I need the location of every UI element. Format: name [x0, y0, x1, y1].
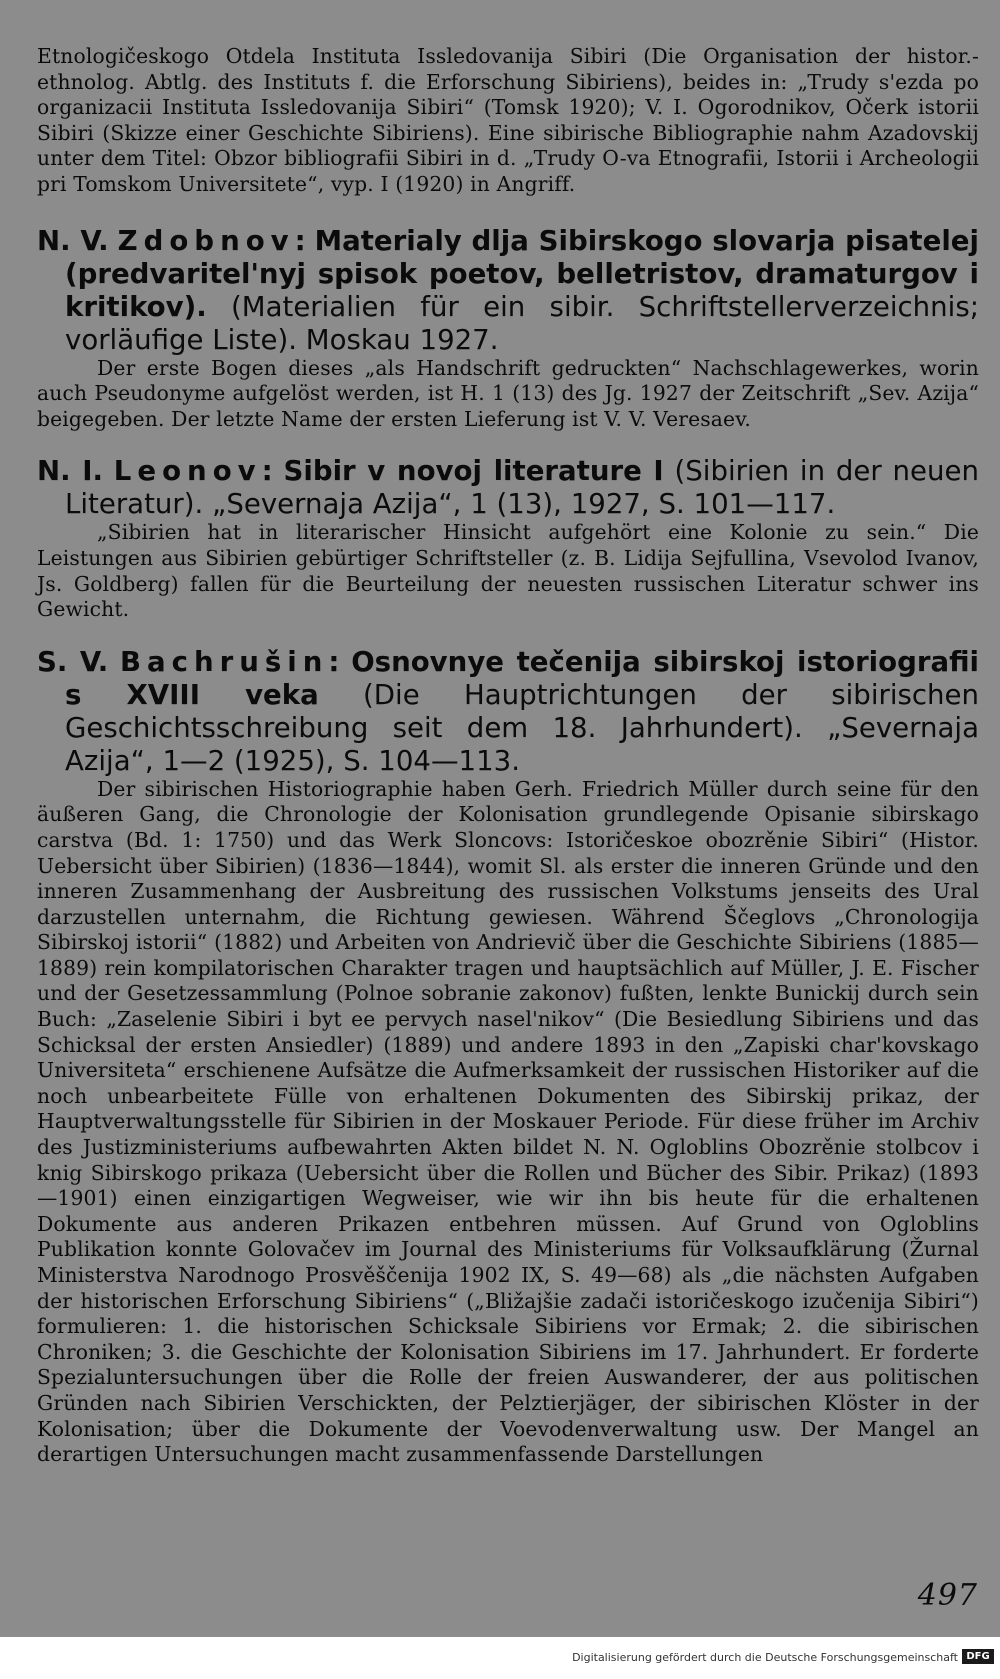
page-number: 497: [917, 1578, 978, 1613]
footer-credit: Digitalisierung gefördert durch die Deutsche Forschungsgemeinschaft: [572, 1651, 958, 1664]
entry-heading: N. V. Zdobnov: Materialy dlja Sibirskogo slovarja pisatelej (predvaritel'nyj spisok poetov, belletristov, dramaturgov i kritikov). (Materialien für ein sibir. Schriftstellerverzeichnis; vorläufige Liste). Moskau 1927.: [37, 223, 979, 356]
bibliography-entry: [37, 454, 979, 622]
author-initials: N. V.: [37, 223, 109, 257]
bibliography-entry: [37, 645, 979, 1468]
dfg-logo: DFG: [962, 1649, 994, 1664]
page-content: [37, 44, 979, 1468]
author-surname: Bachrušin: [119, 644, 329, 678]
bibliography-entry: [37, 224, 979, 433]
entry-details: (Materialien für ein sibir. Schriftstellerverzeichnis; vorläufige Liste). Moskau 1927.: [65, 289, 979, 356]
entry-body: „Sibirien hat in literarischer Hinsicht aufgehört eine Kolonie zu sein.“ Die Leistungen aus Sibirien gebürtiger Schriftsteller (z. B. Lidija Sejfullina, Vsevolod Ivanov, Js. Goldberg) fallen für die Beurteilung der neuesten russischen Literatur schwer ins Gewicht.: [37, 520, 979, 622]
entry-title: Materialy dlja Sibirskogo slovarja pisatelej (predvaritel'nyj spisok poetov, belletristov, dramaturgov i kritikov).: [65, 223, 979, 323]
intro-paragraph: Etnologičeskogo Otdela Instituta Issledovanija Sibiri (Die Organisation der histor.-ethnolog. Abtlg. des Instituts f. die Erforschung Sibiriens), beides in: „Trudy s'ezda po organizacii Instituta Issledovanija Sibiri“ (Tomsk 1920); V. I. Ogorodnikov, Očerk istorii Sibiri (Skizze einer Geschichte Sibiriens). Eine sibirische Bibliographie nahm Azadovskij unter dem Titel: Obzor bibliografii Sibiri in d. „Trudy O-va Etnografii, Istorii i Archeologii pri Tomskom Universitete“, vyp. I (1920) in Angriff.: [37, 44, 979, 196]
entry-heading: N. I. Leonov: Sibir v novoj literature I (Sibirien in der neuen Literatur). „Severnaja Azija“, 1 (13), 1927, S. 101—117.: [37, 454, 979, 521]
entry-body: Der erste Bogen dieses „als Handschrift gedruckten“ Nachschlagewerkes, worin auch Pseudonyme aufgelöst werden, ist H. 1 (13) des Jg. 1927 der Zeitschrift „Sev. Azija“ beigegeben. Der letzte Name der ersten Lieferung ist V. V. Veresaev.: [37, 355, 979, 431]
entry-details: (Die Hauptrichtungen der sibirischen Geschichtsschreibung seit dem 18. Jahrhundert). „Severnaja Azija“, 1—2 (1925), S. 104—113.: [65, 677, 979, 777]
entry-body: Der sibirischen Historiographie haben Gerh. Friedrich Müller durch seine für den äußeren Gang, die Chronologie der Kolonisation grundlegende Opisanie sibirskago carstva (Bd. 1: 1750) und das Werk Sloncovs: Istoričeskoe obozrěnie Sibiri“ (Histor. Uebersicht über Sibirien) (1836—1844), womit Sl. als erster die inneren Gründe und den inneren Zusammenhang der Ausbreitung des russischen Volkstums jenseits des Ural darzustellen unternahm, die Richtung gewiesen. Während Ščeglovs „Chronologija Sibirskoj istorii“ (1882) und Arbeiten von Andrievič über die Geschichte Sibiriens (1885—1889) rein kompilatorischen Charakter tragen und hauptsächlich auf Müller, J. E. Fischer und der Gesetzessammlung (Polnoe sobranie zakonov) fußten, lenkte Bunickij durch sein Buch: „Zaselenie Sibiri i byt ee pervych nasel'nikov“ (Die Besiedlung Sibiriens und das Schicksal der ersten Ansiedler) (1889) und andere 1893 in den „Zapiski char'kovskago Universiteta“ erschienene Aufsätze die Aufmerksamkeit der russischen Historiker auf die noch unbearbeitete Fülle von erhaltenen Dokumenten des Sibirskij prikaz, der Hauptverwaltungsstelle für Sibirien in der Moskauer Periode. Für diese früher im Archiv des Justizministeriums aufbewahrten Akten bildet N. N. Ogloblins Obozrěnie stolbcov i knig Sibirskogo prikaza (Uebersicht über die Rollen und Bücher des Sibir. Prikaz) (1893—1901) einen einzigartigen Wegweiser, wie wir ihn bis heute für die erhaltenen Dokumente aus anderen Prikazen entbehren müssen. Auf Grund von Ogloblins Publikation konnte Golovačev im Journal des Ministeriums für Volksaufklärung (Žurnal Ministerstva Narodnogo Prosvěščenija 1902 IX, S. 49—68) als „die nächsten Aufgaben der historischen Erforschung Sibiriens“ („Bližajšie zadači istoričeskogo izučenija Sibiri“) formulieren: 1. die historischen Schicksale Sibiriens vor Ermak; 2. die sibirischen Chroniken; 3. die Geschichte der Kolonisation Sibiriens im 17. Jahrhundert. Er forderte Spezialuntersuchungen über die Rolle der freien Auswanderer, der aus politischen Gründen nach Sibirien Verschickten, der Pelztierjäger, der sibirischen Klöster in der Kolonisation; über die Dokumente der Voevodenverwaltung usw. Der Mangel an derartigen Untersuchungen macht zusammenfassende Darstellungen: [37, 776, 979, 1467]
entry-title: Osnovnye tečenija sibirskoj istoriografii s XVIII veka: [65, 644, 979, 711]
author-surname: Zdobnov: [117, 223, 295, 257]
author-surname: Leonov: [113, 454, 262, 488]
author-initials: N. I.: [37, 454, 103, 488]
entry-heading: S. V. Bachrušin: Osnovnye tečenija sibirskoj istoriografii s XVIII veka (Die Hauptrichtungen der sibirischen Geschichtsschreibung seit dem 18. Jahrhundert). „Severnaja Azija“, 1—2 (1925), S. 104—113.: [37, 644, 979, 777]
entry-details: (Sibirien in der neuen Literatur). „Severnaja Azija“, 1 (13), 1927, S. 101—117.: [65, 454, 979, 521]
author-initials: S. V.: [37, 644, 109, 678]
digitization-footer: [0, 1637, 1000, 1679]
entry-title: Sibir v novoj literature I: [283, 454, 664, 488]
